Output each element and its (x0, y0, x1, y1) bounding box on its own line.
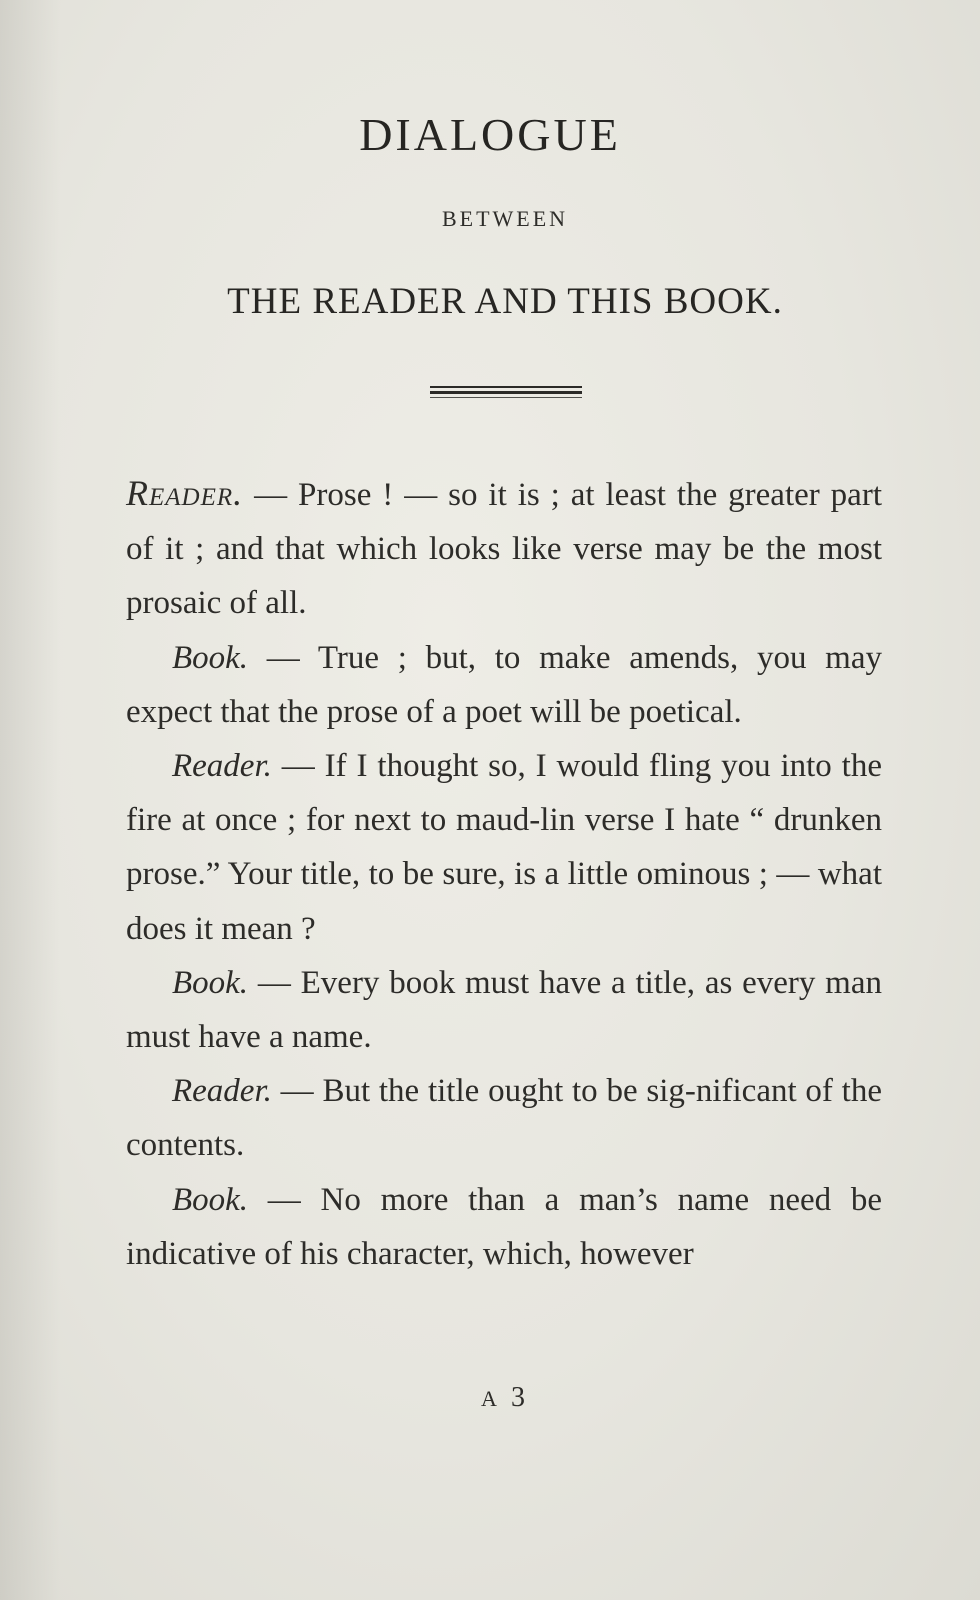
signature-mark: A (481, 1386, 511, 1411)
ornamental-rule-bottom (430, 397, 582, 398)
dialogue-paragraph-2 (126, 631, 882, 739)
dialogue-text: But the title ought to be sig-nificant of the contents. (126, 1073, 882, 1164)
page-number: 3 (510, 1382, 539, 1413)
dialogue-paragraph-4 (126, 956, 882, 1064)
speaker-dash: — (271, 748, 325, 785)
dialogue-text: Prose ! — so it is ; at least the greater part of it ; and that which looks like verse may be the most prosaic of all. (126, 477, 882, 622)
page-title: DIALOGUE (359, 109, 621, 160)
speaker-label: Book. (172, 639, 249, 676)
ornamental-rule-middle (430, 391, 582, 394)
dialogue-text: Every book must have a title, as every man must have a name. (126, 964, 883, 1056)
speaker-label: Reader. (172, 748, 272, 785)
dialogue-paragraph-3 (126, 739, 882, 956)
spine-shadow (0, 0, 60, 1600)
speaker-dash: — (248, 1181, 321, 1218)
dialogue-text: No more than a man’s name need be indicative of his character, which, however (126, 1181, 882, 1272)
speaker-dash: — (248, 964, 301, 1001)
speaker-label: Book. (172, 964, 249, 1001)
speaker-dash: — (248, 639, 318, 676)
dialogue-paragraph-6 (126, 1173, 882, 1281)
dialogue-paragraph-5 (126, 1064, 882, 1172)
heading-between: BETWEEN (441, 206, 569, 231)
dialogue-body (126, 466, 882, 1281)
ornamental-rule-top (430, 386, 582, 388)
page-subtitle: THE READER AND THIS BOOK. (227, 281, 783, 322)
dialogue-text: True ; but, to make amends, you may expect that the prose of a poet will be poetical. (126, 639, 882, 730)
page-folio (0, 1382, 980, 1414)
speaker-dash: — (271, 1073, 323, 1110)
speaker-dash: — (243, 477, 299, 513)
speaker-label: Book. (172, 1181, 249, 1218)
speaker-label: Reader. (172, 1073, 272, 1110)
dialogue-text: If I thought so, I would fling you into the fire at once ; for next to maud-lin verse I hate “ drunken prose.” Your title, to be sure, is a little ominous ; — what does it mean ? (126, 748, 883, 947)
dialogue-paragraph-1 (126, 466, 882, 631)
speaker-label: Reader. (126, 473, 244, 513)
